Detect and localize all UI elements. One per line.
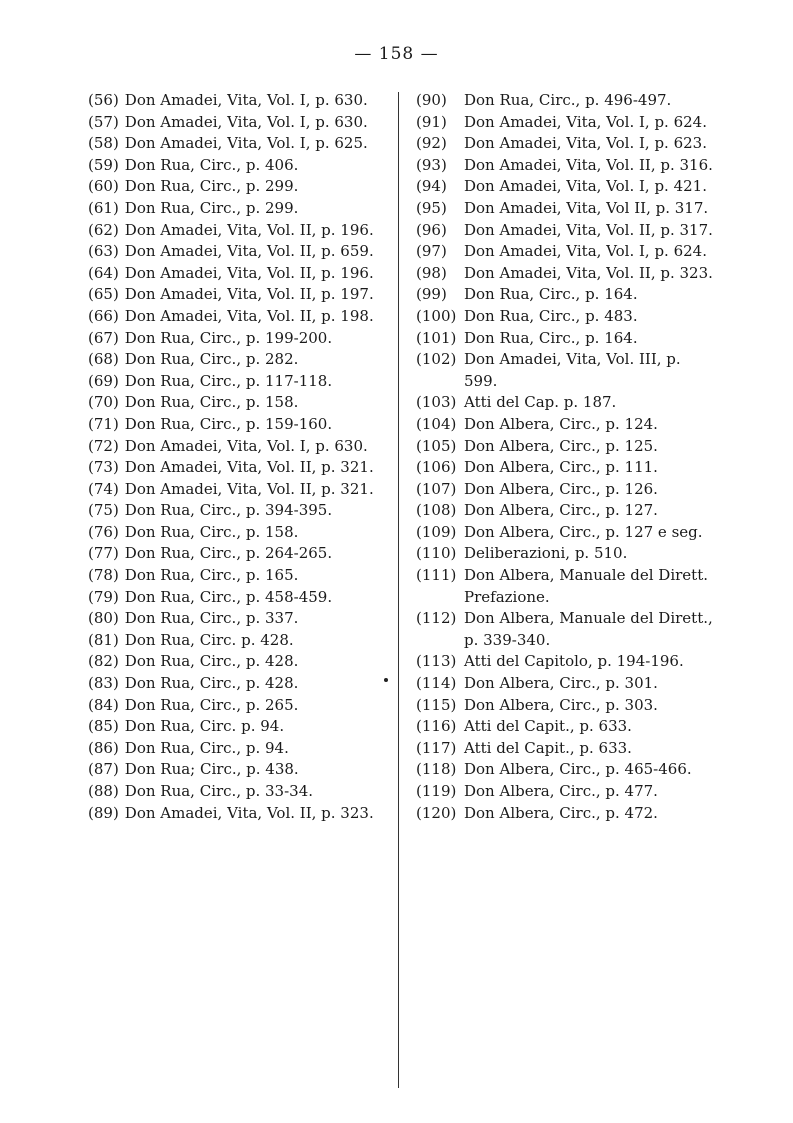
footnote-entry <box>416 176 716 198</box>
footnote-entry <box>88 392 388 414</box>
footnote-number: (80) <box>88 609 119 628</box>
footnote-text: Don Rua, Circ., p. 164. <box>464 285 638 304</box>
footnote-number: (58) <box>88 134 119 153</box>
footnote-entry <box>416 759 716 781</box>
footnote-entry <box>88 543 388 565</box>
footnote-text: Don Rua, Circ., p. 428. <box>124 652 299 671</box>
footnote-number: (100) <box>416 306 457 325</box>
footnote-number: (110) <box>416 544 457 563</box>
footnote-text: Don Amadei, Vita, Vol. I, p. 624. <box>464 112 707 131</box>
footnote-text: Don Amadei, Vita, Vol. II, p. 321. <box>124 479 374 498</box>
footnote-text: Don Rua, Circ., p. 282. <box>124 350 299 369</box>
footnote-number: (101) <box>416 328 457 347</box>
footnote-text: Don Amadei, Vita, Vol. I, p. 623. <box>464 134 707 153</box>
footnote-entry <box>88 328 388 350</box>
footnote-text: Don Albera, Circ., p. 465-466. <box>464 760 692 779</box>
footnote-number: (59) <box>88 155 119 174</box>
footnote-number: (76) <box>88 522 119 541</box>
footnote-number: (64) <box>88 263 119 282</box>
footnote-entry <box>88 587 388 609</box>
footnote-entry <box>88 803 388 825</box>
footnote-entry <box>416 349 716 392</box>
footnote-text: Don Amadei, Vita, Vol. II, p. 659. <box>124 242 374 261</box>
footnote-entry <box>88 673 388 695</box>
footnote-number: (57) <box>88 112 119 131</box>
footnote-entry <box>88 500 388 522</box>
footnote-number: (118) <box>416 760 457 779</box>
footnote-text: Don Albera, Circ., p. 124. <box>464 414 658 433</box>
footnote-entry <box>88 220 388 242</box>
footnote-entry <box>88 522 388 544</box>
footnote-entry <box>88 371 388 393</box>
footnote-number: (96) <box>416 220 447 239</box>
footnote-number: (84) <box>88 695 119 714</box>
footnote-text: Don Rua, Circ. p. 94. <box>124 717 285 736</box>
footnote-entry <box>416 500 716 522</box>
footnote-text: Atti del Capit., p. 633. <box>464 717 632 736</box>
footnote-text: Deliberazioni, p. 510. <box>464 544 628 563</box>
footnote-text: Don Amadei, Vita, Vol. II, p. 196. <box>124 220 374 239</box>
footnote-number: (56) <box>88 91 119 109</box>
footnote-text: Don Albera, Manuale del Dirett. Prefazione. <box>464 566 708 606</box>
footnote-number: (74) <box>88 479 119 498</box>
footnote-text: Don Rua; Circ., p. 438. <box>124 760 299 779</box>
footnote-text: Don Albera, Circ., p. 127. <box>464 501 658 520</box>
footnote-text: Don Albera, Circ., p. 303. <box>464 695 658 714</box>
footnote-text: Don Rua, Circ., p. 158. <box>124 393 299 412</box>
footnote-number: (85) <box>88 717 119 736</box>
footnote-text: Don Rua, Circ., p. 265. <box>124 695 299 714</box>
footnote-number: (77) <box>88 544 119 563</box>
footnote-number: (112) <box>416 609 457 628</box>
footnote-entry <box>88 716 388 738</box>
footnote-text: Don Rua, Circ., p. 33-34. <box>124 782 314 800</box>
footnote-text: Don Rua, Circ., p. 117-118. <box>124 371 333 390</box>
footnote-number: (70) <box>88 393 119 412</box>
footnote-entry <box>416 133 716 155</box>
footnote-entry <box>416 695 716 717</box>
footnote-number: (63) <box>88 242 119 261</box>
footnote-text: Don Albera, Circ., p. 111. <box>464 458 658 477</box>
footnote-number: (73) <box>88 458 119 477</box>
footnote-text: Don Rua, Circ., p. 394-395. <box>124 501 333 520</box>
footnote-entry <box>88 198 388 220</box>
footnote-number: (68) <box>88 350 119 369</box>
footnote-text: Don Rua, Circ. p. 428. <box>124 630 294 649</box>
footnote-entry <box>88 414 388 436</box>
footnote-text: Don Amadei, Vita, Vol. II, p. 321. <box>124 458 374 477</box>
footnote-number: (78) <box>88 566 119 585</box>
footnote-entry <box>88 133 388 155</box>
footnote-entry <box>88 608 388 630</box>
footnote-text: Don Amadei, Vita, Vol. I, p. 630. <box>124 112 368 131</box>
footnote-text: Don Rua, Circ., p. 158. <box>124 522 299 541</box>
footnote-text: Don Rua, Circ., p. 406. <box>124 155 299 174</box>
footnote-entry <box>416 781 716 803</box>
footnote-number: (94) <box>416 177 447 196</box>
footnote-entry <box>416 284 716 306</box>
footnote-text: Don Amadei, Vita, Vol. I, p. 421. <box>464 177 707 196</box>
footnote-text: Don Amadei, Vita, Vol. II, p. 198. <box>124 306 374 325</box>
footnote-entry <box>416 306 716 328</box>
footnote-entry <box>416 414 716 436</box>
footnote-entry <box>416 479 716 501</box>
footnote-text: Don Rua, Circ., p. 94. <box>124 738 289 757</box>
footnote-text: Don Albera, Circ., p. 472. <box>464 803 658 822</box>
footnote-entry <box>88 479 388 501</box>
footnote-text: Don Amadei, Vita, Vol II, p. 317. <box>464 198 709 217</box>
page-number: — 158 — <box>354 44 439 64</box>
footnote-text: Don Amadei, Vita, Vol. II, p. 323. <box>124 803 374 822</box>
footnote-text: Don Albera, Circ., p. 477. <box>464 782 658 800</box>
footnote-text: Don Albera, Circ., p. 125. <box>464 436 658 455</box>
footnote-number: (119) <box>416 782 457 800</box>
footnote-entry <box>416 522 716 544</box>
footnote-text: Don Albera, Manuale del Dirett., p. 339-340. <box>464 609 713 649</box>
footnote-entry <box>88 155 388 177</box>
footnote-number: (67) <box>88 328 119 347</box>
footnote-number: (106) <box>416 458 457 477</box>
footnote-entry <box>88 263 388 285</box>
footnote-text: Don Amadei, Vita, Vol. III, p. 599. <box>464 350 681 390</box>
footnote-entry <box>416 673 716 695</box>
footnote-entry <box>416 241 716 263</box>
footnote-entry <box>416 392 716 414</box>
footnote-text: Don Amadei, Vita, Vol. II, p. 317. <box>464 220 713 239</box>
footnote-entry <box>88 241 388 263</box>
footnote-number: (93) <box>416 155 447 174</box>
footnote-text: Don Amadei, Vita, Vol. I, p. 625. <box>124 134 368 153</box>
footnote-number: (95) <box>416 198 447 217</box>
footnote-entry <box>88 630 388 652</box>
footnote-entry <box>88 565 388 587</box>
footnote-text: Don Amadei, Vita, Vol. II, p. 196. <box>124 263 374 282</box>
footnote-number: (99) <box>416 285 447 304</box>
footnote-number: (113) <box>416 652 457 671</box>
footnote-entry <box>416 716 716 738</box>
footnote-entry <box>416 436 716 458</box>
footnote-entry <box>88 738 388 760</box>
footnote-text: Don Amadei, Vita, Vol. I, p. 630. <box>124 436 368 455</box>
footnote-number: (108) <box>416 501 457 520</box>
footnote-entry <box>416 738 716 760</box>
column-divider <box>398 92 399 1088</box>
footnote-number: (69) <box>88 371 119 390</box>
footnote-entry <box>88 759 388 781</box>
footnote-number: (62) <box>88 220 119 239</box>
footnote-text: Don Amadei, Vita, Vol. II, p. 197. <box>124 285 374 304</box>
footnote-entry <box>88 349 388 371</box>
footnote-number: (103) <box>416 393 457 412</box>
footnote-entry <box>416 543 716 565</box>
footnote-number: (116) <box>416 717 457 736</box>
footnote-text: Atti del Capitolo, p. 194-196. <box>464 652 684 671</box>
footnote-entry <box>88 306 388 328</box>
footnote-entry <box>416 651 716 673</box>
footnote-entry <box>416 220 716 242</box>
footnote-text: Don Rua, Circ., p. 264-265. <box>124 544 333 563</box>
footnote-entry <box>88 284 388 306</box>
footnote-number: (102) <box>416 350 457 369</box>
footnote-number: (66) <box>88 306 119 325</box>
footnote-text: Don Rua, Circ., p. 165. <box>124 566 299 585</box>
footnote-text: Don Rua, Circ., p. 299. <box>124 177 299 196</box>
footnote-text: Don Rua, Circ., p. 299. <box>124 198 299 217</box>
footnote-number: (82) <box>88 652 119 671</box>
footnote-entry <box>88 457 388 479</box>
footnote-number: (117) <box>416 738 457 757</box>
footnote-entry <box>416 90 716 112</box>
ink-dot <box>384 678 388 682</box>
footnote-column-left <box>88 90 388 824</box>
footnote-number: (115) <box>416 695 457 714</box>
footnote-number: (61) <box>88 198 119 217</box>
footnote-number: (86) <box>88 738 119 757</box>
footnote-text: Don Rua, Circ., p. 199-200. <box>124 328 333 347</box>
footnote-text: Don Amadei, Vita, Vol. II, p. 323. <box>464 263 713 282</box>
footnote-entry <box>416 803 716 825</box>
footnote-text: Atti del Capit., p. 633. <box>464 738 632 757</box>
footnote-number: (120) <box>416 803 457 822</box>
footnote-entry <box>416 155 716 177</box>
footnote-number: (75) <box>88 501 119 520</box>
footnote-number: (81) <box>88 630 119 649</box>
footnote-entry <box>88 781 388 803</box>
footnote-text: Atti del Cap. p. 187. <box>464 393 617 412</box>
footnote-text: Don Albera, Circ., p. 126. <box>464 479 658 498</box>
footnote-number: (111) <box>416 566 457 585</box>
footnote-text: Don Rua, Circ., p. 496-497. <box>464 91 672 109</box>
footnote-number: (98) <box>416 263 447 282</box>
footnote-number: (97) <box>416 242 447 261</box>
footnote-number: (79) <box>88 587 119 606</box>
footnote-number: (107) <box>416 479 457 498</box>
footnote-entry <box>416 263 716 285</box>
footnote-number: (105) <box>416 436 457 455</box>
footnote-number: (87) <box>88 760 119 779</box>
footnote-text: Don Albera, Circ., p. 127 e seg. <box>464 522 703 541</box>
footnote-text: Don Albera, Circ., p. 301. <box>464 674 658 693</box>
footnote-number: (88) <box>88 782 119 800</box>
footnote-entry <box>416 328 716 350</box>
footnote-number: (91) <box>416 112 447 131</box>
footnote-entry <box>88 436 388 458</box>
footnote-entry <box>88 176 388 198</box>
footnote-number: (60) <box>88 177 119 196</box>
footnote-entry <box>88 112 388 134</box>
footnote-text: Don Amadei, Vita, Vol. II, p. 316. <box>464 155 713 174</box>
footnote-number: (90) <box>416 91 447 109</box>
footnote-entry <box>88 90 388 112</box>
footnote-number: (83) <box>88 674 119 693</box>
footnote-entry <box>416 565 716 608</box>
footnote-text: Don Rua, Circ., p. 337. <box>124 609 299 628</box>
footnote-text: Don Rua, Circ., p. 458-459. <box>124 587 333 606</box>
footnote-number: (114) <box>416 674 457 693</box>
footnote-number: (72) <box>88 436 119 455</box>
footnote-number: (65) <box>88 285 119 304</box>
footnote-number: (89) <box>88 803 119 822</box>
footnote-text: Don Rua, Circ., p. 428. <box>124 674 299 693</box>
footnote-entry <box>88 695 388 717</box>
footnote-entry <box>416 457 716 479</box>
footnote-number: (71) <box>88 414 119 433</box>
footnote-text: Don Amadei, Vita, Vol. I, p. 624. <box>464 242 707 261</box>
footnote-text: Don Amadei, Vita, Vol. I, p. 630. <box>124 91 368 109</box>
footnote-entry <box>416 198 716 220</box>
footnote-entry <box>416 608 716 651</box>
footnote-number: (109) <box>416 522 457 541</box>
footnote-entry <box>88 651 388 673</box>
footnote-column-right <box>416 90 716 824</box>
footnote-number: (92) <box>416 134 447 153</box>
footnote-text: Don Rua, Circ., p. 483. <box>464 306 638 325</box>
footnote-text: Don Rua, Circ., p. 159-160. <box>124 414 333 433</box>
footnote-entry <box>416 112 716 134</box>
footnote-number: (104) <box>416 414 457 433</box>
footnote-text: Don Rua, Circ., p. 164. <box>464 328 638 347</box>
